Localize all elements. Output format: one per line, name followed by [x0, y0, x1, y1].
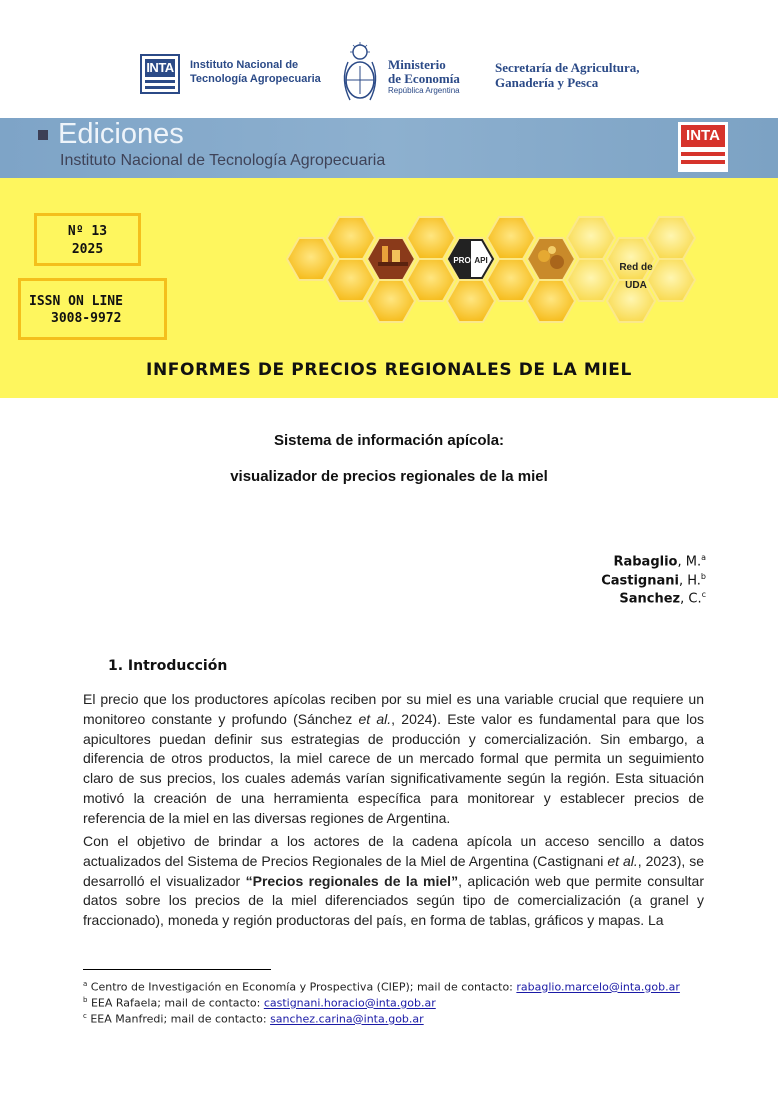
inta-institute-name: Instituto Nacional de Tecnología Agropecuaria: [190, 59, 321, 85]
header-logos: [0, 0, 778, 118]
footnote-email-link[interactable]: sanchez.carina@inta.gob.ar: [270, 1012, 424, 1026]
ediciones-banner: [0, 118, 778, 178]
report-series-title: INFORMES DE PRECIOS REGIONALES DE LA MIEL: [146, 360, 632, 380]
square-bullet-icon: [38, 130, 48, 140]
paragraph-1: El precio que los productores apícolas reciben por su miel es una variable crucial que requiere un monitoreo constante y profundo (Sánchez et al., 2024). Este valor es fundamental para que los apicultores puedan definir sus estrategias de producción y comercialización. Sin embargo, a diferencia de otros productos, la miel carece de un mercado formal que permita un seguimiento claro de sus precios, los cuales además varían significativamente según la región. Esta situación motivó la creación de una herramienta específica para monitorear y establecer precios de referencia de la miel en las diversas regiones de Argentina.: [83, 691, 704, 826]
ministerio-name: Ministerio de Economía: [388, 57, 460, 86]
footnote-rule: [83, 969, 271, 970]
ministerio-sub: República Argentina: [388, 86, 460, 95]
argentina-seal-icon: [338, 42, 382, 108]
author: Sanchez, C.$^c$: [619, 590, 706, 607]
photo-cell-market: [367, 238, 415, 280]
red-uda-line2: UDA: [625, 280, 647, 291]
cover-band: [0, 178, 778, 398]
section-heading: 1. Introducción: [108, 658, 228, 674]
proapi-left-text: PRO: [453, 256, 471, 265]
inta-red-logo: [678, 122, 728, 172]
document-title-line2: visualizador de precios regionales de la miel: [230, 468, 548, 485]
author: Rabaglio, M.$^a$: [613, 553, 706, 570]
banner-subtitle: Instituto Nacional de Tecnología Agropecuaria: [60, 152, 386, 169]
red-uda-line1: Red de: [619, 262, 653, 273]
paragraph-2: Con el objetivo de brindar a los actores de la cadena apícola un acceso sencillo a datos actualizados del Sistema de Precios Regionales de la Miel de Argentina (Castignani et al., 2023), se desarrolló el visualizador “Precios regionales de la miel”, aplicación web que permite consultar datos sobre los precios de la miel diferenciados según tipo de comercialización (a granel y fraccionado), moneda y región productoras del país, en forma de tablas, gráficos y mapas. La: [83, 833, 704, 929]
secretaria-name: Secretaría de Agricultura, Ganadería y Pesca: [495, 60, 640, 90]
inta-logo: [140, 54, 180, 94]
footnote-email-link[interactable]: castignani.horacio@inta.gob.ar: [263, 996, 436, 1010]
inta-red-logo-text: INTA: [681, 125, 725, 147]
issn-box: [18, 278, 167, 340]
issn-value: 3008-9972: [51, 311, 122, 326]
issue-number: Nº 13: [67, 224, 108, 239]
inta-logo-text: INTA: [146, 60, 174, 75]
honeycomb-illustration: [282, 212, 702, 337]
document-title-line1: Sistema de información apícola:: [273, 432, 505, 449]
footnote-email-link[interactable]: rabaglio.marcelo@inta.gob.ar: [516, 980, 680, 994]
proapi-right-text: API: [474, 256, 488, 265]
issue-year: 2025: [71, 242, 104, 257]
issue-number-box: [34, 213, 141, 266]
banner-title: Ediciones: [58, 118, 184, 150]
issn-label: ISSN ON LINE: [29, 294, 123, 309]
author: Castignani, H.$^b$: [601, 572, 706, 589]
footnote: $^b$ EEA Rafaela; mail de contacto: castignani.horacio@inta.gob.ar: [83, 996, 436, 1010]
footnote: $^c$ EEA Manfredi; mail de contacto: sanchez.carina@inta.gob.ar: [83, 1012, 424, 1026]
footnote: $^a$ Centro de Investigación en Economía y Prospectiva (CIEP); mail de contacto: rabaglio.marcelo@inta.gob.ar: [83, 980, 680, 994]
